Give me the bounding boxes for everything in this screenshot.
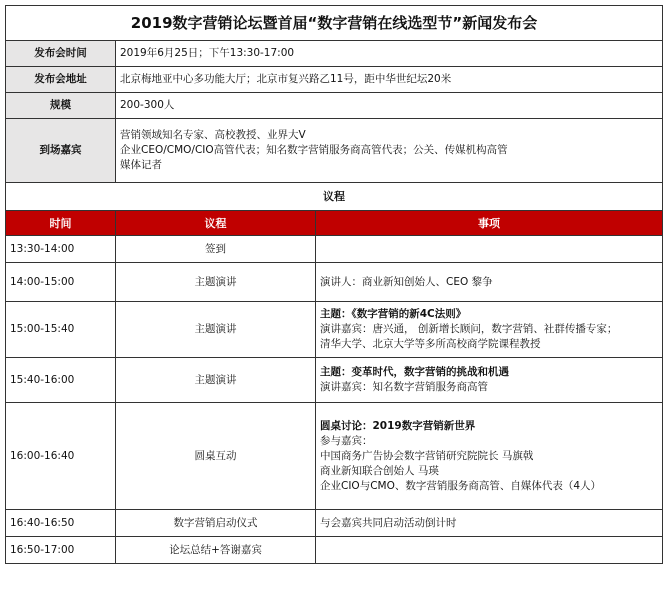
row-time: 14:00-15:00 (6, 263, 116, 302)
row-time: 15:00-15:40 (6, 302, 116, 358)
guests-value (116, 119, 663, 183)
detail-line: 演讲嘉宾：知名数字营销服务商高管 (320, 381, 488, 393)
detail-line: 清华大学、北京大学等多所高校商学院课程教授 (320, 338, 541, 350)
info-row-time (6, 41, 663, 67)
detail-title: 主题：变革时代，数字营销的挑战和机遇 (320, 366, 509, 378)
agenda-row (6, 537, 663, 564)
row-detail (316, 302, 663, 358)
row-item: 主题演讲 (116, 302, 316, 358)
row-detail (316, 263, 663, 302)
detail-line: 与会嘉宾共同启动活动倒计时 (320, 516, 457, 529)
guests-line: 营销领域知名专家、高校教授、业界大V (120, 129, 306, 141)
guests-line: 媒体记者 (120, 159, 162, 171)
info-row-address (6, 67, 663, 93)
row-detail (316, 403, 663, 510)
guests-line: 企业CEO/CMO/CIO高管代表；知名数字营销服务商高管代表；公关、传媒机构高管 (120, 144, 508, 156)
detail-title: 主题：《数字营销的新4C法则》 (320, 308, 467, 320)
row-item: 主题演讲 (116, 263, 316, 302)
agenda-header-row (6, 211, 663, 236)
detail-line: 参与嘉宾： (320, 434, 373, 447)
guests-label: 到场嘉宾 (6, 119, 116, 183)
detail-line: 中国商务广告协会数字营销研究院院长 马旗戟 (320, 449, 534, 462)
agenda-row (6, 302, 663, 358)
time-label: 发布会时间 (6, 41, 116, 67)
title-row (6, 6, 663, 41)
row-time: 16:00-16:40 (6, 403, 116, 510)
time-value: 2019年6月25日；下午13:30-17:00 (116, 41, 663, 67)
detail-line: 商业新知联合创始人 马瑛 (320, 464, 439, 477)
column-header-detail: 事项 (316, 211, 663, 236)
row-item: 签到 (116, 236, 316, 263)
scale-value: 200-300人 (116, 93, 663, 119)
agenda-row (6, 510, 663, 537)
row-item: 数字营销启动仪式 (116, 510, 316, 537)
row-detail (316, 358, 663, 403)
row-item: 圆桌互动 (116, 403, 316, 510)
detail-line: 演讲嘉宾：唐兴通， 创新增长顾问，数字营销、社群传播专家； (320, 323, 618, 335)
scale-label: 规模 (6, 93, 116, 119)
event-table (5, 5, 663, 564)
address-label: 发布会地址 (6, 67, 116, 93)
agenda-row (6, 403, 663, 510)
detail-line: 企业CIO与CMO、数字营销服务商高管、自媒体代表（4人） (320, 479, 602, 492)
row-time: 16:50-17:00 (6, 537, 116, 564)
row-detail (316, 510, 663, 537)
row-item: 论坛总结+答谢嘉宾 (116, 537, 316, 564)
detail-title: 圆桌讨论：2019数字营销新世界 (320, 419, 476, 432)
agenda-row (6, 236, 663, 263)
row-time: 16:40-16:50 (6, 510, 116, 537)
address-value: 北京梅地亚中心多功能大厅；北京市复兴路乙11号，距中华世纪坛20米 (116, 67, 663, 93)
row-detail (316, 236, 663, 263)
info-row-guests (6, 119, 663, 183)
column-header-time: 时间 (6, 211, 116, 236)
info-row-scale (6, 93, 663, 119)
detail-line: 演讲人：商业新知创始人、CEO 黎争 (320, 275, 493, 288)
row-time: 13:30-14:00 (6, 236, 116, 263)
agenda-row (6, 263, 663, 302)
row-item: 主题演讲 (116, 358, 316, 403)
agenda-title: 议程 (6, 183, 663, 211)
column-header-item: 议程 (116, 211, 316, 236)
agenda-title-row (6, 183, 663, 211)
agenda-row (6, 358, 663, 403)
page-title: 2019数字营销论坛暨首届“数字营销在线选型节”新闻发布会 (6, 6, 663, 41)
row-detail (316, 537, 663, 564)
row-time: 15:40-16:00 (6, 358, 116, 403)
document-sheet (5, 5, 662, 564)
